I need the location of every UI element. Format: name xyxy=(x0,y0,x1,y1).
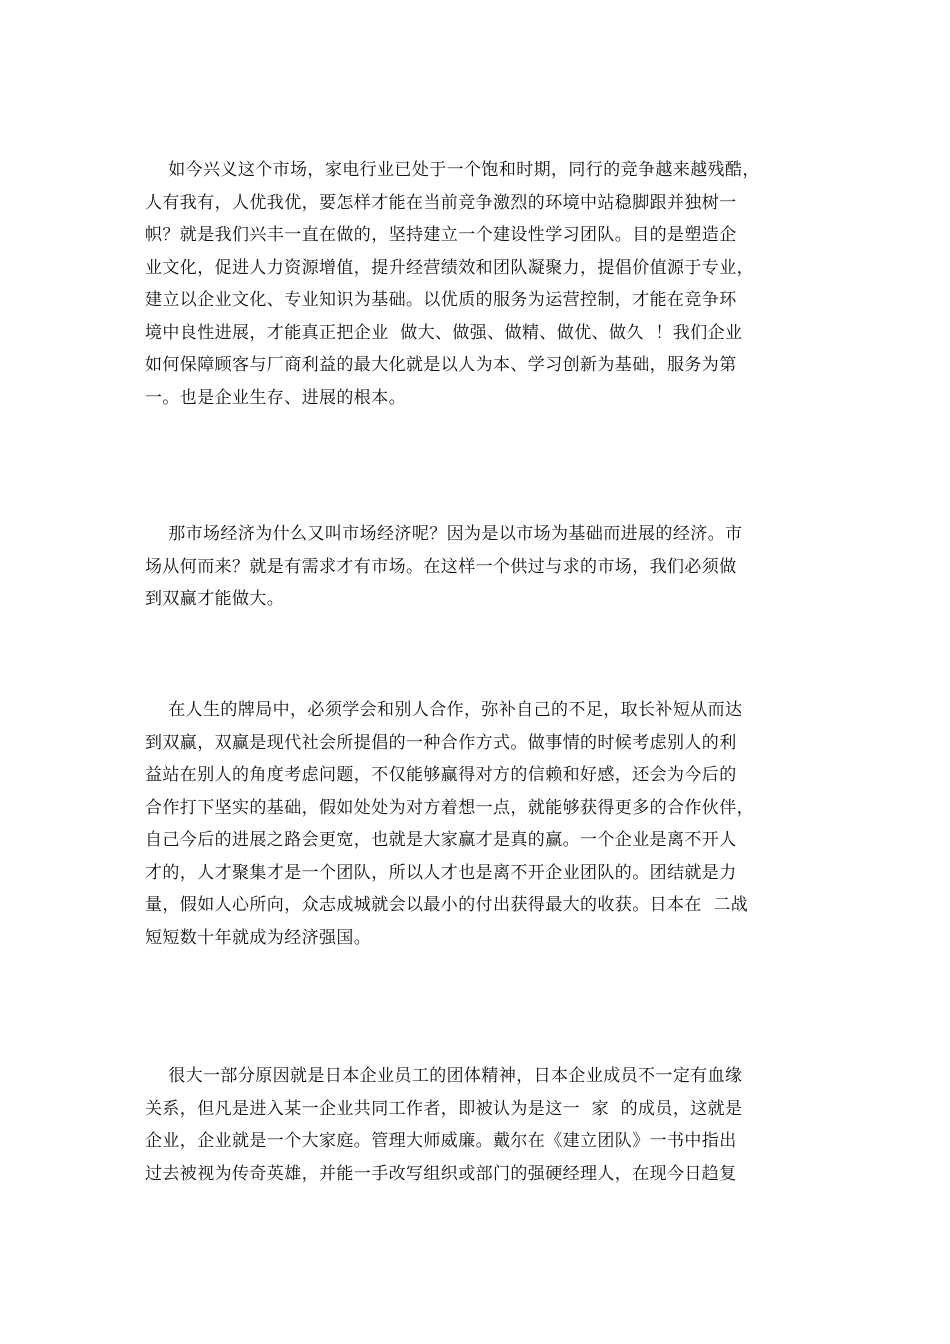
paragraph-1 xyxy=(145,154,760,414)
text-line: 在人生的牌局中，必须学会和别人合作，弥补自己的不足，取长补短从而达 xyxy=(145,700,743,720)
text-line: 过去被视为传奇英雄，并能一手改写组织或部门的强硬经理人，在现今日趋复 xyxy=(145,1163,737,1184)
paragraph-4 xyxy=(145,1060,742,1190)
text-line: 帜？就是我们兴丰一直在做的，坚持建立一个建设性学习团队。目的是塑造企 xyxy=(145,225,737,245)
text-line: 场从何而来？就是有需求才有市场。在这样一个供过与求的市场，我们必须做 xyxy=(145,556,737,577)
text-line: 关系，但凡是进入某一企业共同工作者，即被认为是这一 家 的成员，这就是 xyxy=(145,1098,743,1119)
text-line: 境中良性进展，才能真正把企业 做大、做强、做精、做优、做久 ！我们企业 xyxy=(145,322,743,343)
text-line: 才的，人才聚集才是一个团队，所以人才也是离不开企业团队的。团结就是力 xyxy=(145,862,737,883)
text-line: 那市场经济为什么又叫市场经济呢？因为是以市场为基础而进展的经济。市 xyxy=(145,524,743,544)
text-line: 一。也是企业生存、进展的根本。 xyxy=(145,387,406,408)
text-line: 人有我有，人优我优，要怎样才能在当前竞争激烈的环境中站稳脚跟并独树一 xyxy=(145,192,737,213)
text-line: 自己今后的进展之路会更宽，也就是大家赢才是真的赢。一个企业是离不开人 xyxy=(145,830,737,850)
text-line: 到双赢才能做大。 xyxy=(145,589,285,609)
text-line: 合作打下坚实的基础，假如处处为对方着想一点，就能够获得更多的合作伙伴， xyxy=(145,797,754,818)
text-line: 如何保障顾客与厂商利益的最大化就是以人为本、学习创新为基础，服务为第 xyxy=(145,355,737,375)
text-line: 企业，企业就是一个大家庭。管理大师威廉。戴尔在《建立团队》一书中指出 xyxy=(145,1131,737,1151)
paragraph-3 xyxy=(145,694,754,954)
text-line: 短短数十年就成为经济强国。 xyxy=(145,927,372,948)
text-line: 很大一部分原因就是日本企业员工的团体精神，日本企业成员不一定有血缘 xyxy=(145,1066,743,1086)
text-line: 如今兴义这个市场，家电行业已处于一个饱和时期，同行的竞争越来越残酷， xyxy=(145,160,760,180)
paragraph-2 xyxy=(145,518,742,616)
text-line: 益站在别人的角度考虑问题，不仅能够赢得对方的信赖和好感，还会为今后的 xyxy=(145,765,737,785)
text-line: 到双赢，双赢是现代社会所提倡的一种合作方式。做事情的时候考虑别人的利 xyxy=(145,732,737,753)
text-line: 建立以企业文化、专业知识为基础。以优质的服务为运营控制，才能在竞争环 xyxy=(145,290,737,310)
text-line: 量，假如人心所向，众志成城就会以最小的付出获得最大的收获。日本在 二战 xyxy=(145,895,749,915)
text-line: 业文化，促进人力资源增值，提升经营绩效和团队凝聚力，提倡价值源于专业， xyxy=(145,257,754,278)
